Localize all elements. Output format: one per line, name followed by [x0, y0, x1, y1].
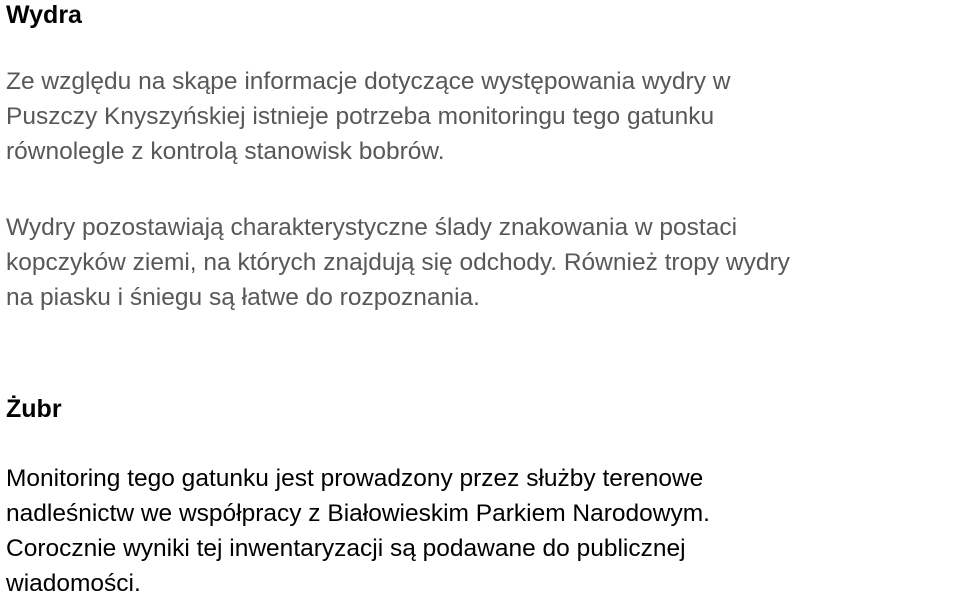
text-line: nadleśnictw we współpracy z Białowieskim Parkiem Narodowym.: [6, 500, 710, 527]
text-line: równolegle z kontrolą stanowisk bobrów.: [6, 138, 445, 165]
paragraph-wydra-info: [6, 64, 730, 169]
text-line: kopczyków ziemi, na których znajdują się odchody. Również tropy wydry: [6, 249, 790, 276]
text-line: Ze względu na skąpe informacje dotyczące występowania wydry w: [6, 68, 731, 95]
text-line: Puszczy Knyszyńskiej istnieje potrzeba monitoringu tego gatunku: [6, 103, 715, 130]
paragraph-wydra-traces: [6, 210, 790, 315]
text-line: Wydry pozostawiają charakterystyczne ślady znakowania w postaci: [6, 214, 738, 241]
text-line: Monitoring tego gatunku jest prowadzony przez służby terenowe: [6, 465, 704, 492]
section-heading-wydra: Wydra: [6, 1, 82, 29]
section-heading-zubr: Żubr: [6, 395, 62, 423]
text-line: na piasku i śniegu są łatwe do rozpoznania.: [6, 284, 480, 311]
text-line: wiadomości.: [6, 570, 141, 597]
paragraph-zubr-monitoring: [6, 461, 710, 601]
text-line: Corocznie wyniki tej inwentaryzacji są podawane do publicznej: [6, 535, 686, 562]
